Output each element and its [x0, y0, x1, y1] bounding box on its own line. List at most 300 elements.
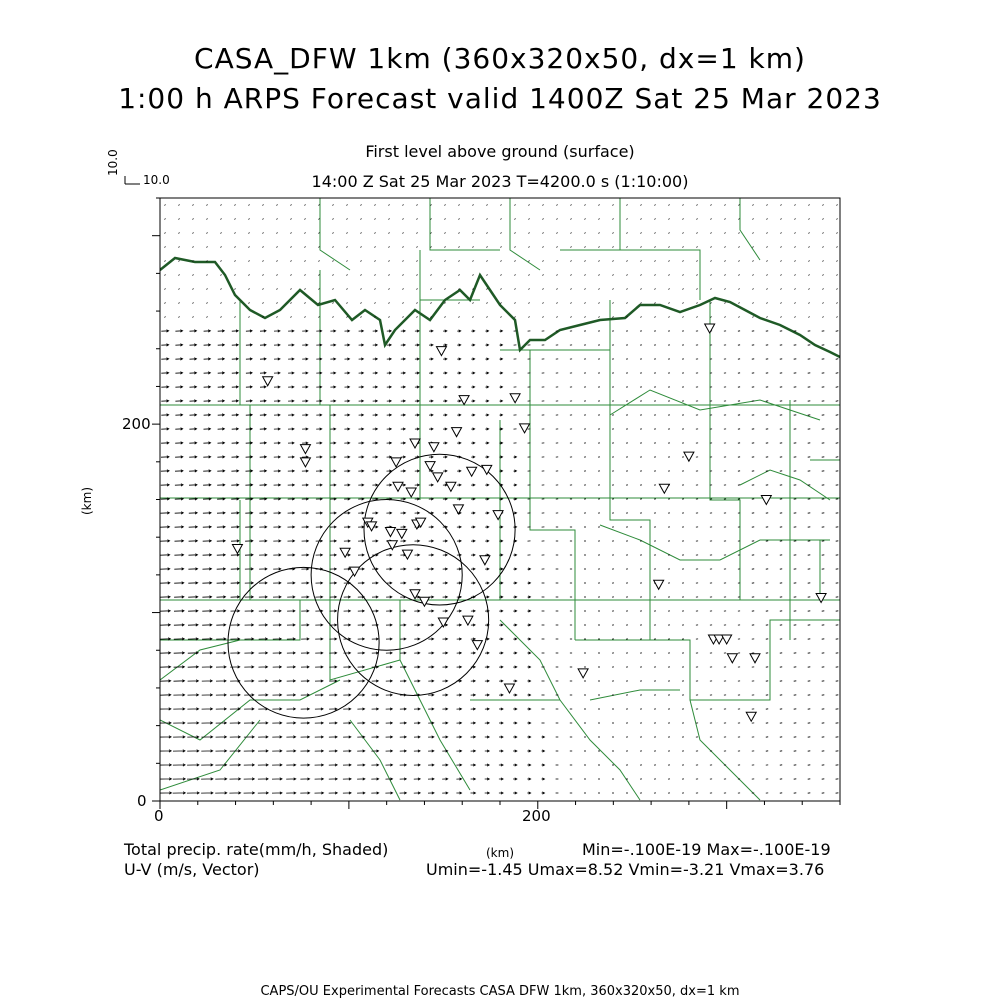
wind-vector [428, 624, 433, 626]
wind-vector [187, 778, 199, 780]
wind-vector [330, 484, 336, 486]
wind-vector [444, 275, 445, 276]
wind-vector [276, 317, 277, 318]
wind-vector [780, 261, 781, 262]
wind-vector [400, 624, 406, 626]
wind-vector [836, 275, 837, 276]
wind-vector [724, 247, 725, 248]
wind-vector [359, 358, 364, 360]
wind-vector [359, 414, 364, 416]
wind-vector [527, 708, 530, 710]
wind-vector [528, 596, 531, 598]
wind-vector [612, 233, 613, 234]
wind-vector [273, 554, 280, 556]
wind-vector [373, 400, 378, 402]
wind-vector [414, 736, 420, 738]
wind-vector [486, 205, 487, 206]
wind-vector [288, 372, 294, 374]
wind-vector [160, 610, 170, 612]
wind-vector [273, 540, 280, 542]
wind-vector [780, 219, 781, 220]
wind-vector [202, 708, 213, 710]
wind-vector [358, 540, 364, 542]
wind-vector [262, 219, 263, 220]
wind-vector [274, 372, 280, 374]
wind-vector [173, 694, 184, 696]
wind-vector [542, 303, 543, 304]
wind-vector [329, 694, 337, 696]
wind-vector [288, 358, 294, 360]
wind-vector [416, 303, 417, 304]
wind-vector [175, 344, 182, 346]
wind-vector [164, 289, 165, 290]
wind-vector [218, 428, 225, 430]
wind-vector [204, 358, 211, 360]
wind-vector [485, 344, 488, 346]
wind-vector [260, 372, 266, 374]
wind-vector [302, 400, 308, 402]
wind-vector [274, 330, 280, 332]
wind-vector [190, 330, 197, 332]
wind-vector [400, 540, 405, 542]
wind-vector [414, 792, 420, 794]
wind-vector [304, 303, 305, 304]
wind-vector [402, 275, 403, 276]
wind-vector [822, 289, 823, 290]
wind-vector [231, 470, 238, 472]
wind-vector [415, 330, 419, 332]
wind-vector [188, 582, 197, 584]
wind-vector [344, 526, 350, 528]
wind-vector [315, 778, 324, 780]
wind-vector [513, 680, 517, 682]
wind-vector [499, 638, 503, 640]
wind-vector [429, 526, 434, 528]
wind-vector [598, 247, 599, 248]
wind-vector [360, 261, 361, 262]
wind-vector [542, 247, 543, 248]
station-triangle-icon [727, 654, 737, 663]
wind-vector [794, 275, 795, 276]
wind-vector [626, 205, 627, 206]
wind-vector [175, 512, 184, 514]
wind-vector [471, 736, 476, 738]
wind-vector [248, 289, 249, 290]
wind-vector [442, 764, 448, 766]
wind-vector [315, 750, 324, 752]
wind-vector [387, 428, 392, 430]
wind-vector [780, 205, 781, 206]
wind-vector [245, 554, 253, 556]
wind-vector [401, 526, 406, 528]
wind-vector [836, 317, 837, 318]
wind-vector [527, 680, 530, 682]
wind-vector [287, 554, 294, 556]
wind-vector [301, 680, 309, 682]
wind-vector [330, 372, 335, 374]
wind-vector [315, 666, 323, 668]
wind-vector [244, 666, 253, 668]
wind-vector [358, 652, 365, 654]
wind-vector [174, 582, 184, 584]
wind-vector [248, 317, 249, 318]
chart-title-line1: CASA_DFW 1km (360x320x50, dx=1 km) [194, 42, 806, 75]
wind-vector [374, 261, 375, 262]
wind-vector [654, 247, 655, 248]
wind-vector [316, 386, 321, 388]
wind-vector [234, 303, 235, 304]
wind-vector [528, 275, 529, 276]
wind-vector [400, 750, 406, 752]
wind-vector [301, 582, 308, 584]
wind-vector [302, 526, 309, 528]
wind-vector [330, 456, 336, 458]
wind-vector [286, 764, 295, 766]
wind-vector [316, 358, 321, 360]
wind-vector [457, 624, 462, 626]
wind-vector [304, 317, 305, 318]
wind-vector [486, 219, 487, 220]
wind-vector [485, 666, 489, 668]
wind-vector [218, 372, 225, 374]
wind-vector [304, 275, 305, 276]
wind-vector [457, 358, 461, 360]
wind-vector [794, 289, 795, 290]
wind-vector [556, 219, 557, 220]
wind-vector [527, 764, 530, 766]
wind-vector [443, 596, 448, 598]
wind-vector [346, 219, 347, 220]
wind-vector [570, 317, 571, 318]
wind-vector [290, 303, 291, 304]
wind-vector [457, 722, 462, 724]
wind-vector [231, 484, 238, 486]
wind-vector [262, 261, 263, 262]
wind-vector [232, 414, 239, 416]
wind-vector [259, 610, 267, 612]
wind-vector [276, 247, 277, 248]
wind-vector [514, 317, 515, 318]
wind-vector [286, 750, 295, 752]
wind-vector [457, 638, 462, 640]
wind-vector [640, 261, 641, 262]
wind-vector [808, 219, 809, 220]
wind-vector [332, 261, 333, 262]
wind-vector [272, 708, 281, 710]
wind-vector [570, 289, 571, 290]
wind-vector [443, 414, 447, 416]
wind-vector [175, 526, 184, 528]
wind-vector [164, 219, 165, 220]
wind-vector [485, 792, 490, 794]
wind-vector [244, 792, 255, 794]
wind-vector [232, 344, 238, 346]
wind-vector [612, 275, 613, 276]
wind-vector [766, 247, 767, 248]
station-triangle-icon [654, 580, 664, 589]
wind-vector [372, 540, 378, 542]
wind-vector [415, 400, 419, 402]
wind-vector [386, 610, 392, 612]
wind-vector [161, 330, 168, 332]
wind-vector [173, 750, 185, 752]
wind-vector [485, 428, 488, 430]
wind-vector [414, 638, 419, 640]
station-triangle-icon [232, 544, 242, 553]
wind-vector [485, 568, 489, 570]
wind-vector [500, 358, 503, 360]
wind-vector [471, 484, 475, 486]
wind-vector [710, 317, 711, 318]
wind-vector [387, 414, 392, 416]
wind-vector [457, 330, 461, 332]
wind-vector [457, 610, 461, 612]
wind-vector [260, 330, 266, 332]
wind-vector [178, 275, 179, 276]
wind-vector [245, 512, 252, 514]
wind-vector [201, 764, 213, 766]
wind-vector [696, 317, 697, 318]
wind-vector [386, 694, 392, 696]
wind-vector [187, 722, 198, 724]
wind-vector [401, 442, 406, 444]
wind-vector [160, 554, 169, 556]
wind-vector [414, 666, 420, 668]
wind-vector [485, 484, 489, 486]
wind-vector [822, 275, 823, 276]
wind-vector [668, 205, 669, 206]
wind-vector [302, 442, 308, 444]
wind-vector [330, 400, 335, 402]
wind-vector [302, 372, 308, 374]
wind-vector [302, 330, 308, 332]
wind-vector [178, 247, 179, 248]
wind-vector [442, 694, 447, 696]
wind-vector [189, 456, 197, 458]
wind-vector [357, 722, 364, 724]
wind-vector [442, 778, 448, 780]
wind-vector [442, 736, 447, 738]
wind-vector [164, 247, 165, 248]
wind-vector [429, 358, 433, 360]
wind-vector [387, 484, 392, 486]
station-triangle-icon [385, 528, 395, 537]
wind-vector [457, 582, 461, 584]
wind-vector [332, 247, 333, 248]
wind-vector [216, 694, 226, 696]
wind-vector [248, 261, 249, 262]
wind-vector [248, 205, 249, 206]
wind-vector [218, 386, 225, 388]
wind-vector [329, 708, 337, 710]
wind-vector [175, 386, 182, 388]
wind-vector [373, 358, 378, 360]
wind-vector [668, 275, 669, 276]
wind-vector [794, 219, 795, 220]
wind-vector [752, 205, 753, 206]
wind-vector [429, 582, 434, 584]
wind-vector [343, 680, 350, 682]
wind-vector [401, 386, 405, 388]
wind-vector [329, 736, 337, 738]
wind-vector [215, 778, 226, 780]
wind-vector [246, 442, 253, 444]
wind-vector [343, 750, 351, 752]
wind-vector [401, 470, 406, 472]
wind-vector [472, 205, 473, 206]
wind-vector [232, 442, 239, 444]
station-triangle-icon [433, 473, 443, 482]
wind-vector [160, 652, 171, 654]
wind-vector [654, 205, 655, 206]
wind-vector [471, 750, 476, 752]
wind-vector [457, 442, 461, 444]
wind-vector [343, 764, 351, 766]
wind-vector [429, 568, 434, 570]
wind-vector [570, 247, 571, 248]
wind-vector [343, 666, 350, 668]
wind-vector [513, 722, 517, 724]
wind-vector [359, 330, 364, 332]
wind-vector [780, 303, 781, 304]
wind-vector [187, 764, 199, 766]
wind-vector [346, 317, 347, 318]
wind-vector [290, 317, 291, 318]
wind-vector [400, 610, 406, 612]
wind-vector [234, 275, 235, 276]
wind-vector [542, 764, 545, 766]
wind-vector [218, 414, 225, 416]
wind-vector [330, 540, 336, 542]
wind-vector [499, 624, 503, 626]
wind-vector [528, 219, 529, 220]
wind-vector [234, 219, 235, 220]
wind-vector [442, 750, 447, 752]
wind-vector [513, 638, 516, 640]
wind-vector [696, 303, 697, 304]
wind-vector [780, 289, 781, 290]
wind-vector [428, 666, 433, 668]
wind-vector [640, 205, 641, 206]
station-triangle-icon [263, 377, 273, 386]
river-boundary [160, 258, 840, 357]
station-triangle-icon [520, 424, 530, 433]
wind-vector [556, 261, 557, 262]
wind-vector [373, 428, 378, 430]
wind-vector [443, 470, 447, 472]
wind-vector [794, 261, 795, 262]
wind-vector [499, 666, 503, 668]
wind-vector [471, 610, 475, 612]
wind-vector [244, 680, 253, 682]
wind-vector [415, 554, 420, 556]
wind-vector [344, 442, 349, 444]
wind-vector [542, 205, 543, 206]
wind-vector [836, 359, 839, 360]
wind-vector [471, 386, 474, 388]
wind-vector [290, 261, 291, 262]
station-triangle-icon [705, 324, 715, 333]
wind-vector [315, 680, 323, 682]
wind-vector [457, 666, 462, 668]
wind-vector [514, 247, 515, 248]
wind-vector [527, 652, 530, 654]
wind-vector [217, 582, 226, 584]
wind-vector [374, 247, 375, 248]
wind-vector [203, 554, 212, 556]
wind-vector [598, 275, 599, 276]
wind-vector [202, 624, 212, 626]
wind-vector [201, 778, 213, 780]
wind-vector [204, 372, 211, 374]
wind-vector [192, 289, 193, 290]
wind-vector [178, 205, 179, 206]
wind-vector [178, 219, 179, 220]
wind-vector [318, 261, 319, 262]
wind-vector [584, 247, 585, 248]
wind-vector [428, 792, 434, 794]
wind-vector [527, 624, 530, 626]
wind-vector [330, 330, 335, 332]
wind-vector [360, 233, 361, 234]
wind-vector [556, 247, 557, 248]
wind-vector [318, 275, 319, 276]
wind-vector [372, 708, 379, 710]
wind-vector [415, 470, 419, 472]
wind-vector [220, 275, 221, 276]
wind-vector [215, 764, 226, 766]
wind-vector [345, 414, 350, 416]
wind-vector [542, 275, 543, 276]
wind-vector [401, 372, 405, 374]
wind-vector [204, 386, 211, 388]
wind-vector [161, 512, 170, 514]
wind-vector [794, 247, 795, 248]
wind-vector [499, 750, 503, 752]
wind-vector [514, 470, 517, 472]
wind-vector [682, 289, 683, 290]
wind-vector [258, 764, 268, 766]
wind-vector [220, 303, 221, 304]
y-axis-unit: (km) [80, 486, 94, 515]
wind-vector [360, 317, 361, 318]
wind-vector [274, 512, 281, 514]
wind-vector [272, 792, 282, 794]
wind-vector [752, 303, 753, 304]
wind-vector [346, 233, 347, 234]
wind-vector [262, 205, 263, 206]
wind-vector [346, 247, 347, 248]
wind-vector [542, 736, 545, 738]
wind-vector [201, 792, 213, 794]
wind-vector [316, 512, 322, 514]
wind-vector [230, 652, 239, 654]
station-triangle-icon [480, 556, 490, 565]
wind-vector [287, 596, 295, 598]
wind-vector [189, 526, 198, 528]
wind-vector [358, 442, 363, 444]
wind-vector [388, 219, 389, 220]
wind-vector [513, 792, 517, 794]
wind-vector [175, 442, 183, 444]
wind-vector [485, 372, 488, 374]
wind-vector [301, 764, 310, 766]
wind-vector [612, 261, 613, 262]
wind-vector [300, 778, 309, 780]
wind-vector [414, 680, 420, 682]
wind-vector [471, 344, 474, 346]
wind-vector [429, 414, 433, 416]
